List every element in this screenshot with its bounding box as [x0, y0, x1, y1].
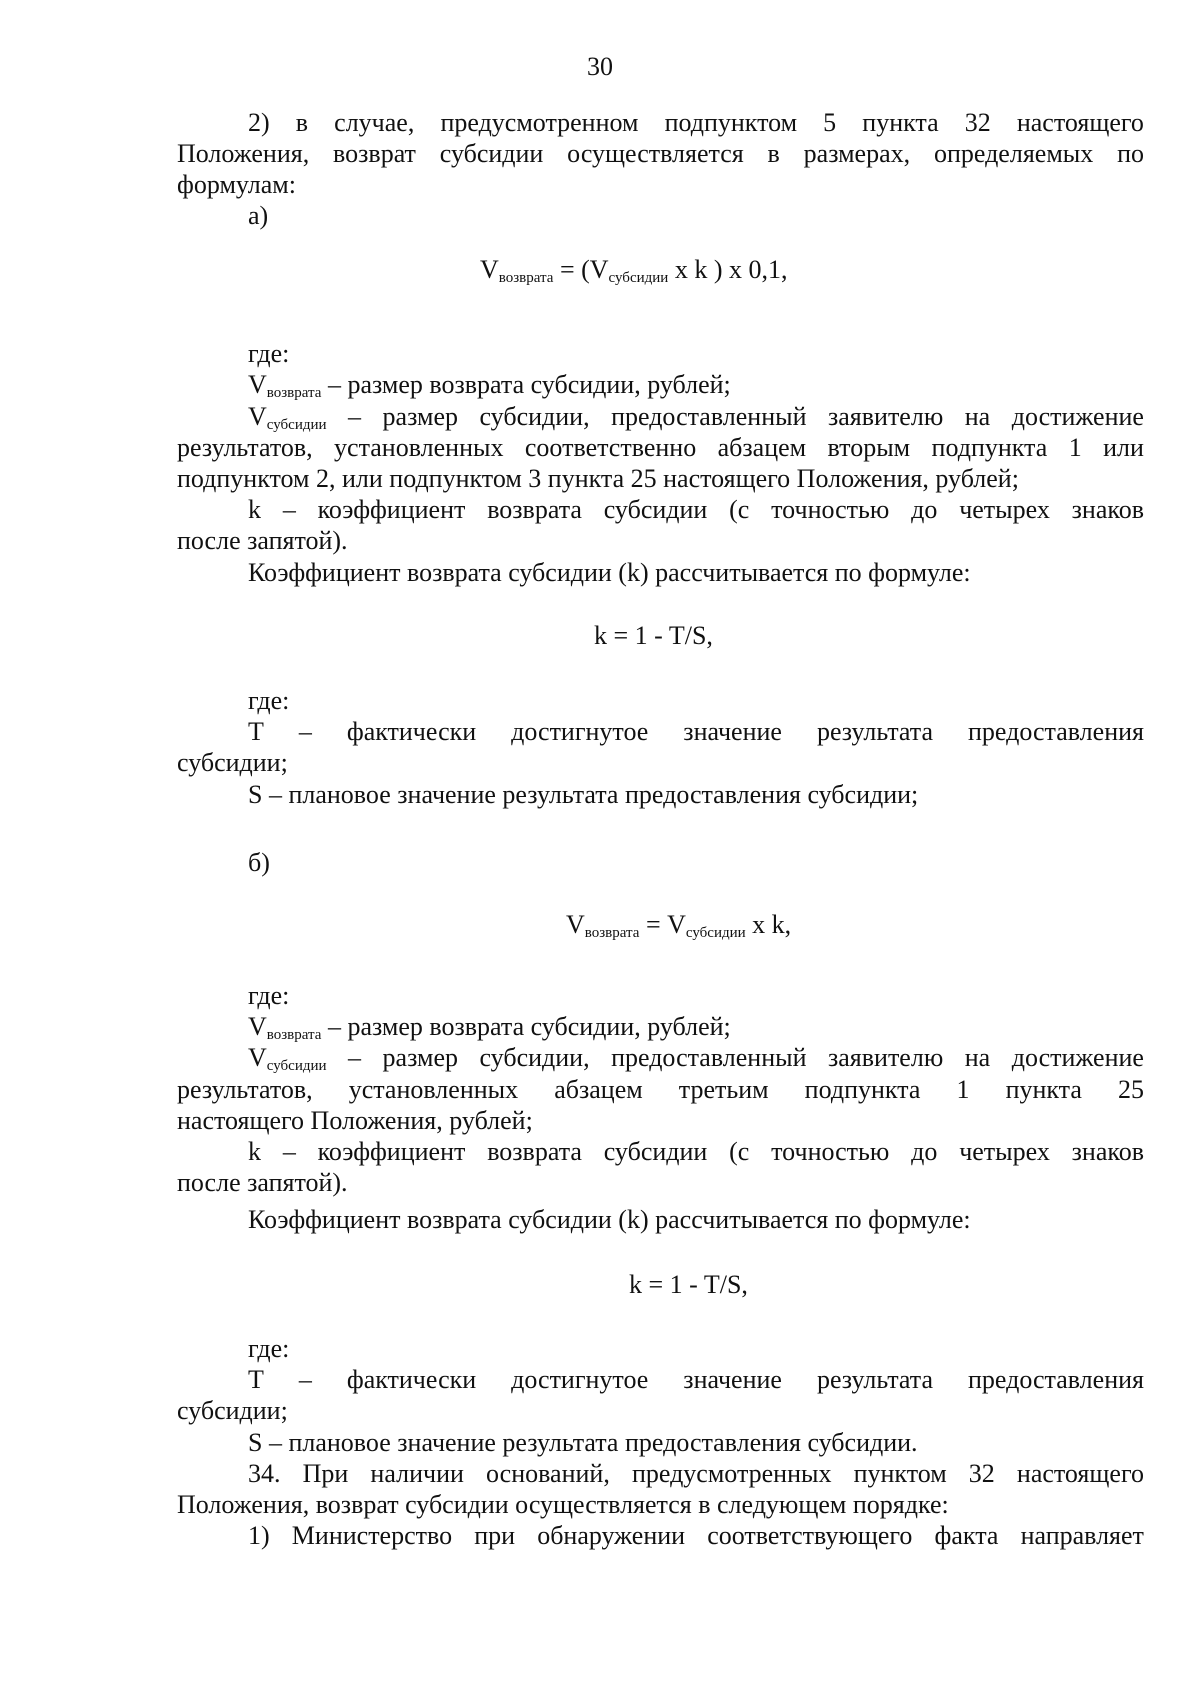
word: 5: [823, 108, 837, 137]
word: предоставления: [968, 1365, 1144, 1394]
word: предусмотренном: [440, 108, 639, 137]
word: настоящего: [1016, 108, 1144, 137]
k-intro-b: Коэффициент возврата субсидии (k) рассчитывается по формуле:: [248, 1205, 971, 1234]
formula-a: $V_{возврата} = (V_{субсидии}$ x k ) x 0,1,: [480, 255, 788, 286]
definition-k-a-line-2: после запятой).: [177, 526, 348, 555]
word: точностью: [771, 495, 890, 524]
word: третьим: [678, 1075, 769, 1104]
word: коэффициент: [317, 1137, 466, 1166]
word: пункта: [862, 108, 939, 137]
page-number: 30: [587, 52, 613, 81]
word: точностью: [771, 1137, 890, 1166]
word: значение: [683, 1365, 782, 1394]
word: фактически: [346, 717, 477, 746]
word: субсидии,: [479, 1043, 590, 1072]
word: или: [1103, 433, 1144, 462]
paragraph-2-line-3: формулам:: [177, 170, 296, 199]
word: результата: [816, 1365, 934, 1394]
word: абзацем: [554, 1075, 643, 1104]
word: достижение: [1011, 402, 1144, 431]
definition-v-subsidy-b-line-3: настоящего Положения, рублей;: [177, 1106, 533, 1135]
k-formula-b: k = 1 - T/S,: [629, 1270, 748, 1299]
where-label-a: где:: [248, 339, 290, 368]
definition-k-b-line-1: [248, 1139, 1144, 1165]
word: осуществляется: [567, 139, 744, 168]
word: абзацем: [717, 433, 807, 462]
word: Т: [248, 717, 264, 746]
word: коэффициент: [317, 495, 466, 524]
word: –: [348, 402, 362, 431]
formula-b: $V_{возврата} = V_{субсидии}$ x k,: [566, 910, 792, 941]
paragraph-34-line-1: [248, 1461, 1144, 1487]
definition-t-b-line-2: субсидии;: [177, 1396, 288, 1425]
word: 32: [964, 108, 991, 137]
definition-v-subsidy-a-line-2: [177, 435, 1144, 461]
item-a-label: а): [248, 201, 269, 230]
word: субсидии: [439, 139, 544, 168]
word: установленных: [334, 433, 504, 462]
word: результатов,: [177, 1075, 313, 1104]
word: при: [474, 1521, 516, 1550]
word: возврат: [333, 139, 416, 168]
definition-v-return-a: $V_{возврата}$ – размер возврата субсидии, рублей;: [248, 370, 731, 401]
word: пунктом: [853, 1459, 947, 1488]
word: наличии: [370, 1459, 464, 1488]
word: субсидии: [603, 1137, 708, 1166]
word: четырех: [959, 1137, 1050, 1166]
word: знаков: [1071, 1137, 1144, 1166]
where-label-a-2: где:: [248, 686, 290, 715]
variable-symbol: $V_{субсидии}$: [248, 402, 327, 433]
word: 32: [968, 1459, 995, 1488]
word: достижение: [1011, 1043, 1144, 1072]
word: размер: [382, 402, 458, 431]
definition-k-b-line-2: после запятой).: [177, 1168, 348, 1197]
word: возврата: [487, 1137, 582, 1166]
word: результатов,: [177, 433, 313, 462]
word: установленных: [348, 1075, 519, 1104]
word: предоставления: [968, 717, 1144, 746]
word: заявителю: [827, 1043, 944, 1072]
word: k: [248, 1137, 261, 1166]
definition-s-b: S – плановое значение результата предоставления субсидии.: [248, 1428, 918, 1457]
word: определяемых: [933, 139, 1094, 168]
word: предоставленный: [611, 1043, 807, 1072]
definition-t-a-line-2: субсидии;: [177, 748, 288, 777]
word: на: [964, 1043, 991, 1072]
word: в: [767, 139, 780, 168]
word: k: [248, 495, 261, 524]
word: –: [282, 1137, 296, 1166]
definition-v-subsidy-a-line-1: [248, 404, 1144, 433]
paragraph-2-line-2: [177, 141, 1144, 167]
definition-s-a: S – плановое значение результата предоставления субсидии;: [248, 780, 919, 809]
word: Т: [248, 1365, 264, 1394]
word: размерах,: [803, 139, 911, 168]
definition-v-subsidy-b-line-1: [248, 1045, 1144, 1074]
definition-v-return-b: $V_{возврата}$ – размер возврата субсидии, рублей;: [248, 1012, 731, 1043]
word: направляет: [1020, 1521, 1144, 1550]
word: подпунктом: [664, 108, 798, 137]
word: в: [295, 108, 309, 137]
word: фактически: [346, 1365, 477, 1394]
word: 34.: [248, 1459, 281, 1488]
word: до: [911, 1137, 938, 1166]
word: оснований,: [486, 1459, 610, 1488]
word: При: [302, 1459, 349, 1488]
paragraph-34-line-2: Положения, возврат субсидии осуществляется в следующем порядке:: [177, 1490, 949, 1519]
word: субсидии: [603, 495, 708, 524]
word: 25: [1117, 1075, 1144, 1104]
word: вторым: [827, 433, 911, 462]
word: –: [298, 717, 312, 746]
word: на: [964, 402, 991, 431]
word: Министерство: [291, 1521, 453, 1550]
word: соответствующего: [707, 1521, 913, 1550]
definition-k-a-line-1: [248, 497, 1144, 523]
word: (с: [729, 495, 750, 524]
word: случае,: [334, 108, 415, 137]
word: Положения,: [177, 139, 310, 168]
word: 1): [248, 1521, 270, 1550]
item-b-label: б): [248, 848, 270, 877]
where-label-b: где:: [248, 981, 290, 1010]
definition-t-b-line-1: [248, 1367, 1144, 1393]
word: –: [282, 495, 296, 524]
k-formula-a: k = 1 - T/S,: [594, 621, 713, 650]
word: 1: [956, 1075, 970, 1104]
word: настоящего: [1016, 1459, 1144, 1488]
k-intro-a: Коэффициент возврата субсидии (k) рассчитывается по формуле:: [248, 558, 971, 587]
word: соответственно: [524, 433, 697, 462]
word: результата: [816, 717, 934, 746]
word: знаков: [1071, 495, 1144, 524]
word: подпункта: [931, 433, 1048, 462]
word: до: [911, 495, 938, 524]
word: достигнутое: [511, 717, 649, 746]
word: заявителю: [827, 402, 944, 431]
word: обнаружении: [537, 1521, 686, 1550]
word: пункта: [1005, 1075, 1082, 1104]
word: 2): [248, 108, 270, 137]
definition-v-subsidy-a-line-3: подпунктом 2, или подпунктом 3 пункта 25 настоящего Положения, рублей;: [177, 464, 1019, 493]
word: возврата: [487, 495, 582, 524]
paragraph-2-line-1: [248, 110, 1144, 136]
paragraph-34-1-line-1: [248, 1523, 1144, 1549]
word: подпункта: [804, 1075, 921, 1104]
where-label-b-2: где:: [248, 1334, 290, 1363]
word: предоставленный: [611, 402, 807, 431]
word: достигнутое: [511, 1365, 649, 1394]
word: 1: [1068, 433, 1082, 462]
word: –: [298, 1365, 312, 1394]
variable-symbol: $V_{субсидии}$: [248, 1043, 327, 1074]
word: размер: [382, 1043, 458, 1072]
word: значение: [683, 717, 782, 746]
definition-t-a-line-1: [248, 719, 1144, 745]
word: субсидии,: [479, 402, 590, 431]
definition-v-subsidy-b-line-2: [177, 1077, 1144, 1103]
word: (с: [729, 1137, 750, 1166]
word: факта: [934, 1521, 999, 1550]
word: по: [1117, 139, 1144, 168]
word: –: [348, 1043, 362, 1072]
word: предусмотренных: [631, 1459, 832, 1488]
word: четырех: [959, 495, 1050, 524]
